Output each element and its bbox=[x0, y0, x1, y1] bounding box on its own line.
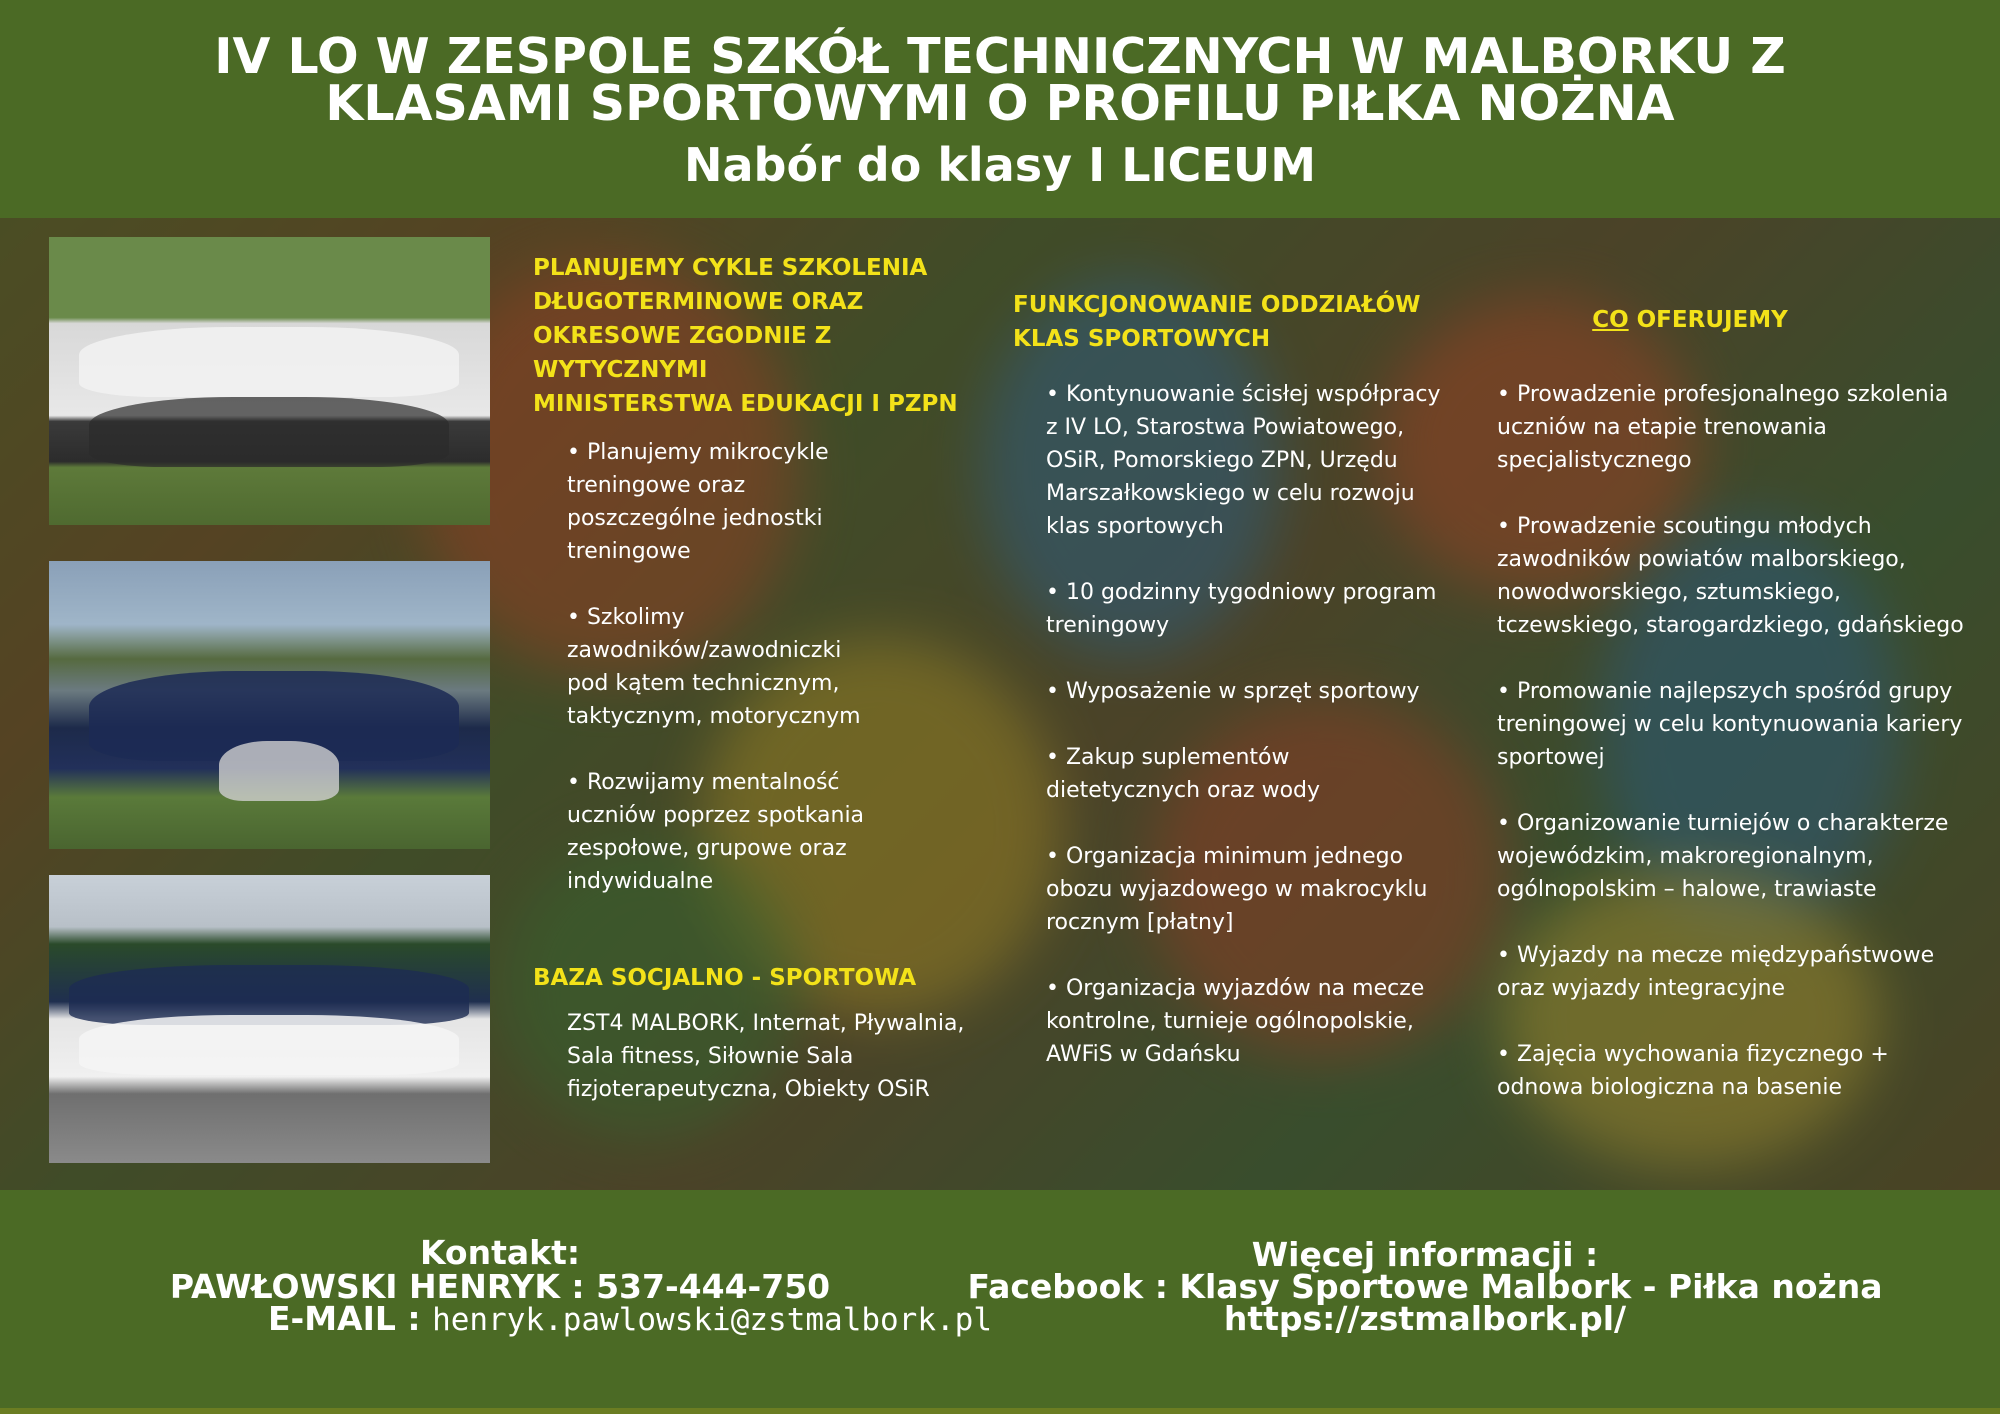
sport-classes-heading: FUNKCJONOWANIE ODDZIAŁÓW KLAS SPORTOWYCH bbox=[1013, 292, 1421, 352]
list-item: • Rozwijamy mentalność uczniów poprzez spotkania zespołowe, grupowe oraz indywidualne bbox=[567, 770, 865, 894]
contact-label: Kontakt: bbox=[419, 1233, 581, 1272]
training-cycles-heading: PLANUJEMY CYKLE SZKOLENIA DŁUGOTERMINOWE ORAZ OKRESOWE ZGODNIE Z WYTYCZNYMI MINISTERSTWA EDUKACJI I PZPN bbox=[533, 255, 958, 417]
list-item: • Zakup suplementów dietetycznych oraz wody bbox=[1046, 745, 1321, 803]
email-link[interactable]: henryk.pawlowski@zstmalbork.pl bbox=[432, 1302, 993, 1338]
contact-email-line bbox=[200, 1299, 1060, 1338]
facilities-heading: BAZA SOCJALNO - SPORTOWA bbox=[533, 965, 917, 991]
page-subtitle: Nabór do klasy I LICEUM bbox=[684, 138, 1316, 192]
page-title-line-2: KLASAMI SPORTOWYMI O PROFILU PIŁKA NOŻNA bbox=[325, 75, 1675, 132]
facebook-link[interactable]: Facebook : Klasy Sportowe Malbork - Piłka nożna bbox=[967, 1267, 1883, 1306]
list-item: • Kontynuowanie ścisłej współpracy z IV LO, Starostwa Powiatowego, OSiR, Pomorskiego ZPN, Urzędu Marszałkowskiego w celu rozwoju klas sportowych bbox=[1046, 382, 1441, 539]
website-link[interactable]: https://zstmalbork.pl/ bbox=[1223, 1299, 1627, 1338]
photo-players-row bbox=[79, 1015, 459, 1075]
list-item: • Wyjazdy na mecze międzypaństwowe oraz wyjazdy integracyjne bbox=[1497, 943, 1935, 1001]
contact-person: PAWŁOWSKI HENRYK : 537-444-750 bbox=[169, 1267, 831, 1306]
team-photo-1 bbox=[49, 237, 490, 525]
photo-players-row bbox=[79, 327, 459, 397]
list-item: • Wyposażenie w sprzęt sportowy bbox=[1046, 679, 1420, 704]
list-item: • Organizowanie turniejów o charakterze wojewódzkim, makroregionalnym, ogólnopolskim – halowe, trawiaste bbox=[1497, 811, 1949, 902]
list-item: • Prowadzenie profesjonalnego szkolenia uczniów na etapie trenowania specjalistycznego bbox=[1497, 382, 1949, 473]
sport-classes-list bbox=[1046, 378, 1446, 1071]
list-item: • Organizacja minimum jednego obozu wyjazdowego w makrocyklu rocznym [płatny] bbox=[1046, 844, 1428, 935]
list-item: • Zajęcia wychowania fizycznego + odnowa biologiczna na basenie bbox=[1497, 1042, 1889, 1100]
photo-players-row bbox=[219, 741, 339, 801]
page-title-line-1: IV LO W ZESPOLE SZKÓŁ TECHNICZNYCH W MALBORKU Z bbox=[214, 28, 1786, 85]
list-item: • Planujemy mikrocykle treningowe oraz poszczególne jednostki treningowe bbox=[567, 440, 829, 564]
footer-banner bbox=[0, 1190, 2000, 1414]
team-photo-2 bbox=[49, 561, 490, 849]
photo-players-row bbox=[89, 397, 449, 467]
team-photo-3 bbox=[49, 875, 490, 1163]
list-item: • Organizacja wyjazdów na mecze kontrolne, turnieje ogólnopolskie, AWFiS w Gdańsku bbox=[1046, 976, 1425, 1067]
list-item: • 10 godzinny tygodniowy program treningowy bbox=[1046, 580, 1437, 638]
header-banner bbox=[0, 0, 2000, 218]
training-cycles-list bbox=[567, 436, 867, 898]
offer-list bbox=[1497, 378, 1977, 1104]
list-item: • Szkolimy zawodników/zawodniczki pod kątem technicznym, taktycznym, motorycznym bbox=[567, 605, 861, 729]
list-item: • Prowadzenie scoutingu młodych zawodników powiatów malborskiego, nowodworskiego, sztumskiego, tczewskiego, starogardzkiego, gdańskiego bbox=[1497, 514, 1964, 638]
more-info-label: Więcej informacji : bbox=[1251, 1235, 1599, 1274]
list-item: • Promowanie najlepszych spośród grupy treningowej w celu kontynuowania kariery sportowej bbox=[1497, 679, 1963, 770]
bottom-stripe bbox=[0, 1408, 2000, 1414]
facilities-text: ZST4 MALBORK, Internat, Pływalnia, Sala fitness, Siłownie Sala fizjoterapeutyczna, Obiekty OSiR bbox=[567, 1011, 965, 1102]
offer-heading: CO OFERUJEMY bbox=[1592, 307, 1788, 333]
email-label: E-MAIL : bbox=[267, 1299, 421, 1338]
